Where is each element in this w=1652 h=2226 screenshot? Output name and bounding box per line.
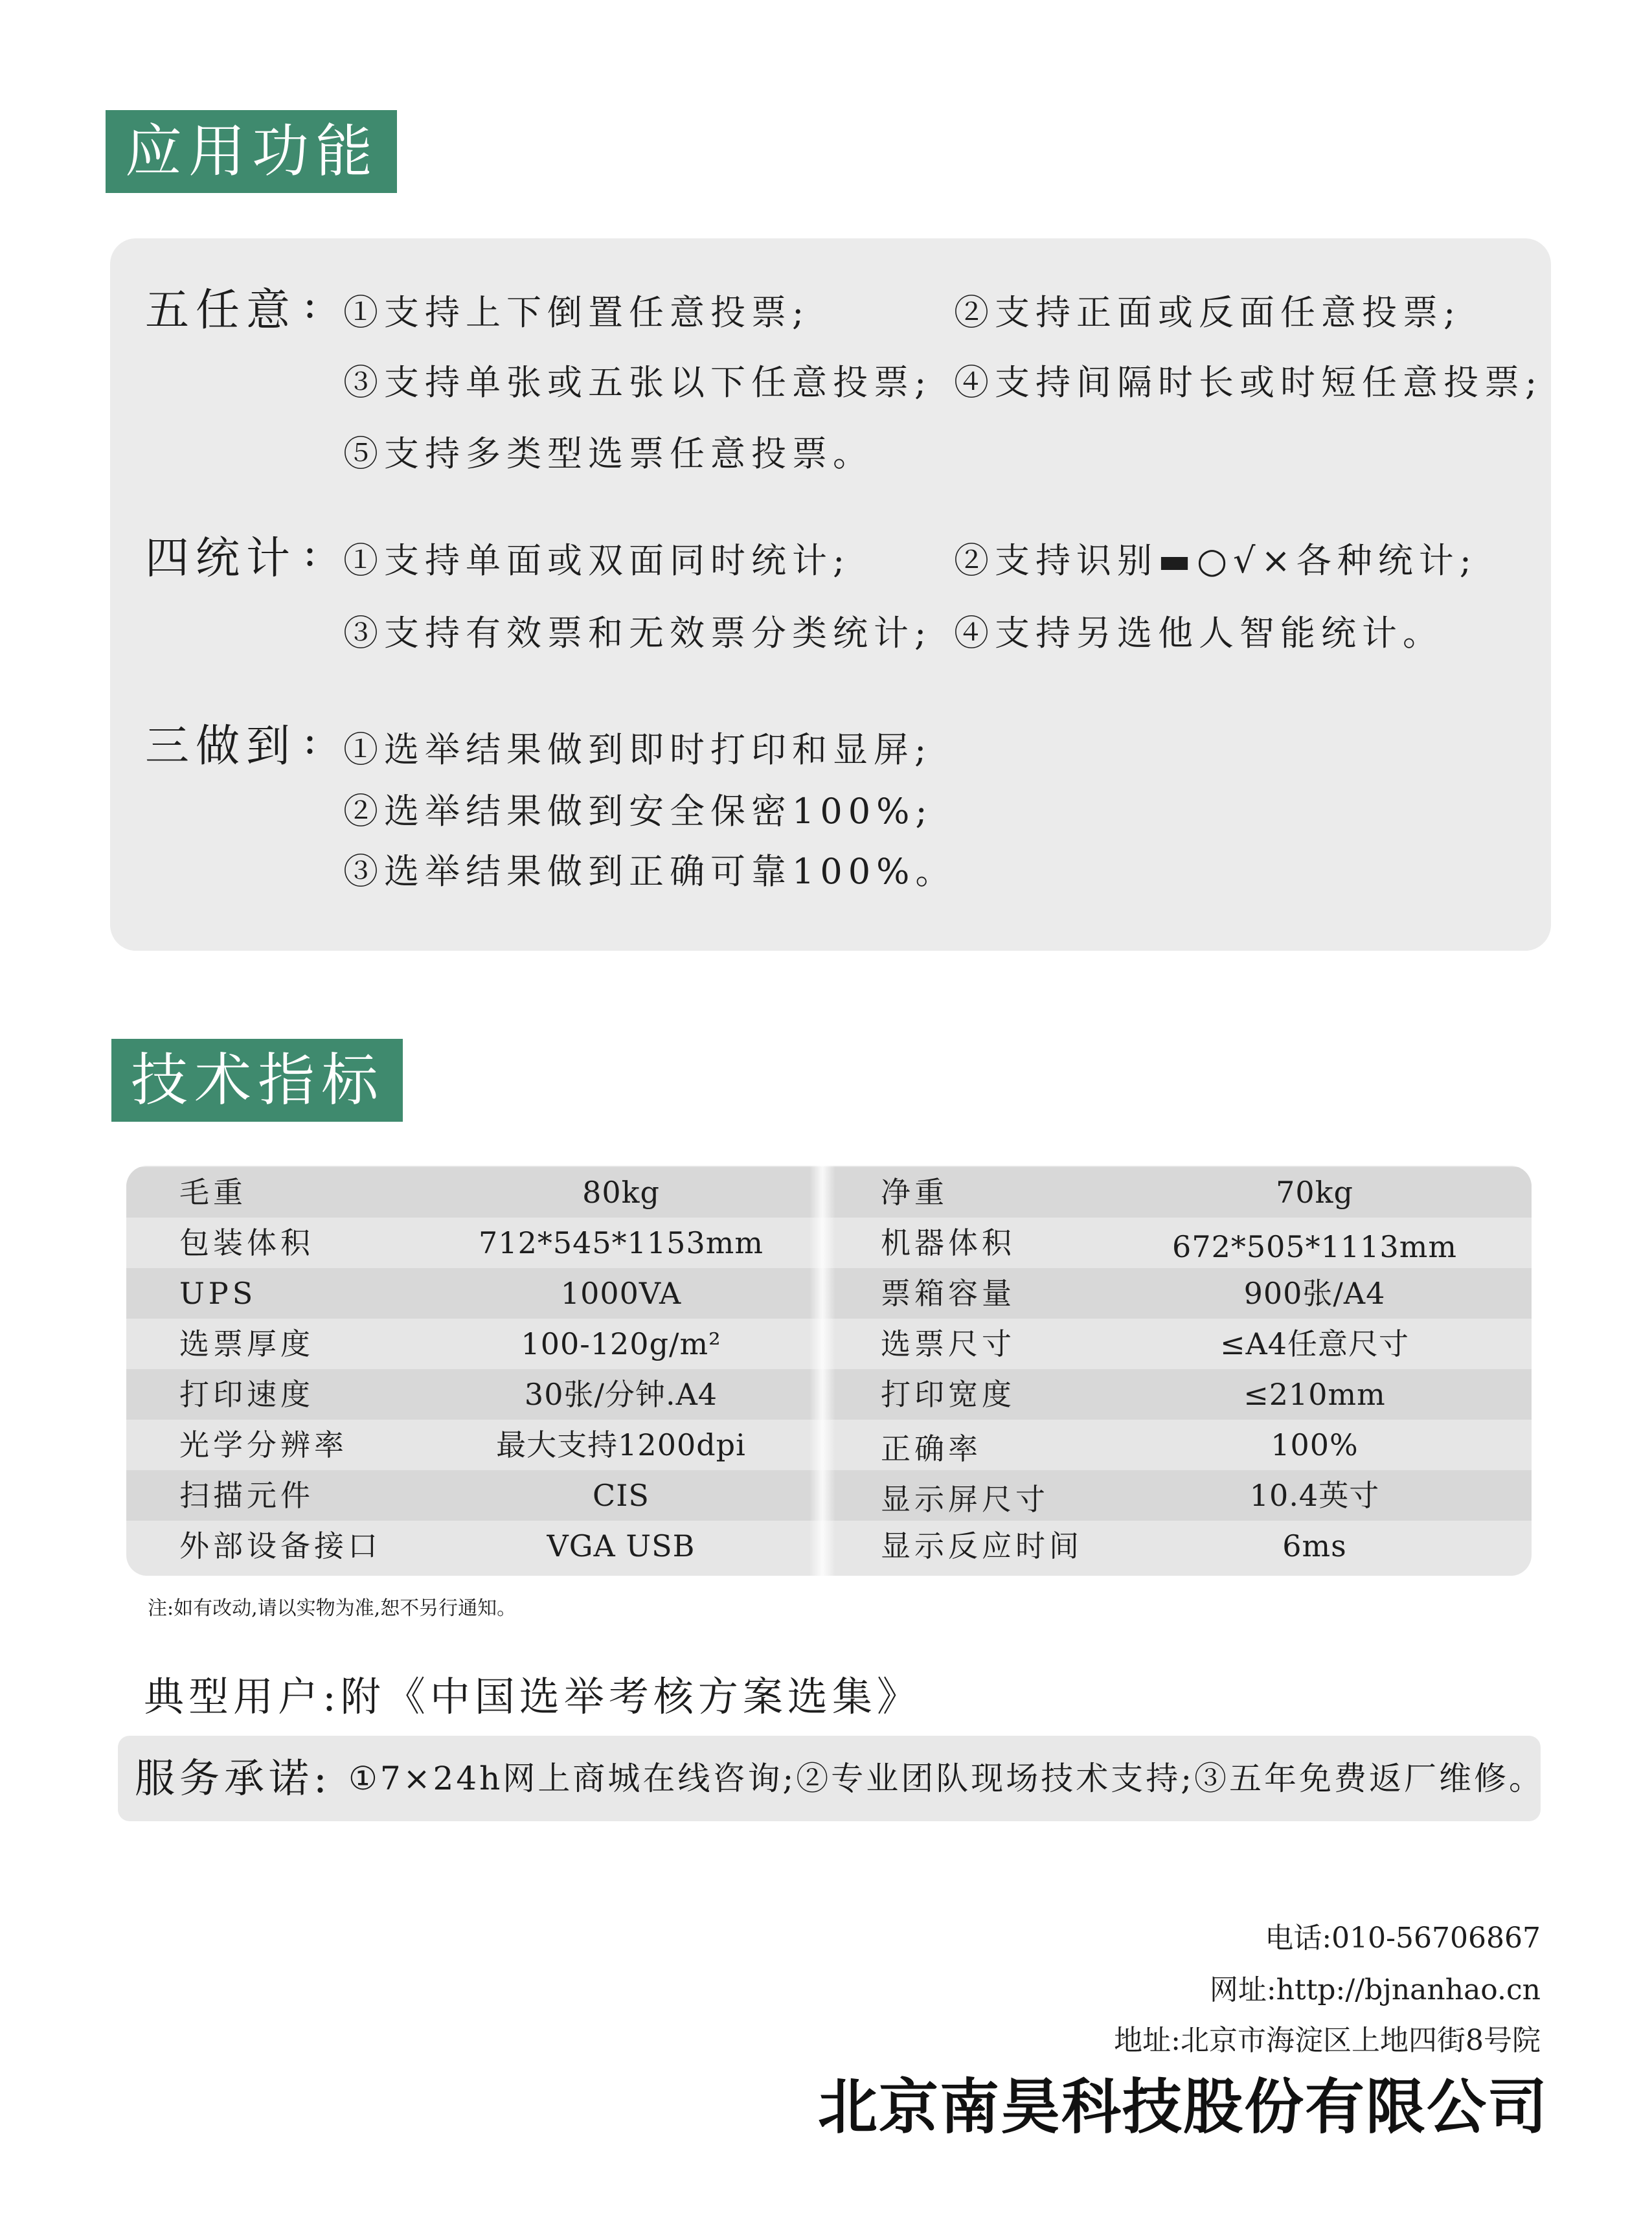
specs-section-title: 技术指标 xyxy=(111,1039,403,1122)
spec-value: 712*545*1153mm xyxy=(479,1225,764,1260)
spec-key: 毛重 xyxy=(179,1175,247,1210)
three-item-3: ③选举结果做到正确可靠100%。 xyxy=(343,851,956,892)
service-label: 服务承诺: xyxy=(135,1755,332,1802)
contact-address: 地址:北京市海淀区上地四街8号院 xyxy=(1114,2024,1541,2057)
group-colon-three: : xyxy=(303,716,317,763)
spec-key: 扫描元件 xyxy=(179,1478,314,1513)
spec-value: 6ms xyxy=(1282,1528,1347,1563)
four-item-4: ④支持另选他人智能统计。 xyxy=(954,613,1443,653)
spec-key: 打印宽度 xyxy=(881,1377,1015,1412)
spec-value: 672*505*1113mm xyxy=(1172,1229,1457,1264)
spec-key: 光学分辨率 xyxy=(179,1427,348,1462)
spec-key: UPS xyxy=(179,1276,257,1311)
spec-key: 显示反应时间 xyxy=(881,1528,1083,1563)
spec-value: 100-120g/m² xyxy=(521,1326,721,1361)
five-item-4: ④支持间隔时长或时短任意投票; xyxy=(954,362,1543,403)
specs-table xyxy=(126,1166,1532,1576)
spec-key: 外部设备接口 xyxy=(179,1528,381,1563)
spec-note: 注:如有改动,请以实物为准,恕不另行通知。 xyxy=(148,1597,517,1620)
spec-value: ≤A4任意尺寸 xyxy=(1219,1326,1410,1361)
five-item-5: ⑤支持多类型选票任意投票。 xyxy=(343,433,874,474)
spec-key: 正确率 xyxy=(881,1431,982,1466)
contact-website: 网址:http://bjnanhao.cn xyxy=(1209,1973,1541,2006)
typical-users: 典型用户:附《中国选举考核方案选集》 xyxy=(144,1673,922,1720)
group-label-four: 四统计 xyxy=(145,533,297,584)
spec-key: 选票尺寸 xyxy=(881,1326,1015,1361)
spec-value: VGA USB xyxy=(547,1528,696,1563)
group-label-three: 三做到 xyxy=(145,721,297,772)
spec-key: 净重 xyxy=(881,1175,948,1210)
spec-key: 票箱容量 xyxy=(881,1276,1015,1311)
spec-key: 机器体积 xyxy=(881,1225,1015,1260)
spec-key: 选票厚度 xyxy=(179,1326,314,1361)
four-item-3: ③支持有效票和无效票分类统计; xyxy=(343,613,933,653)
four-item-1: ①支持单面或双面同时统计; xyxy=(343,540,851,581)
group-colon-five: : xyxy=(303,280,317,327)
features-section-title: 应用功能 xyxy=(106,110,397,193)
spec-value: 30张/分钟.A4 xyxy=(524,1377,718,1412)
spec-value: 100% xyxy=(1271,1427,1359,1462)
group-label-five: 五任意 xyxy=(145,285,297,336)
service-panel xyxy=(118,1736,1545,1821)
three-item-2: ②选举结果做到安全保密100%; xyxy=(343,791,933,832)
five-item-2: ②支持正面或反面任意投票; xyxy=(954,292,1462,333)
four-item-2: ②支持识别▬○√×各种统计; xyxy=(954,540,1477,581)
spec-value: ≤210mm xyxy=(1243,1377,1386,1412)
spec-value: 10.4英寸 xyxy=(1249,1478,1380,1513)
spec-value: CIS xyxy=(593,1478,650,1513)
spec-value: 900张/A4 xyxy=(1243,1276,1386,1311)
column-divider xyxy=(809,1166,835,1576)
spec-value: 80kg xyxy=(582,1175,660,1210)
spec-key: 显示屏尺寸 xyxy=(881,1482,1049,1517)
spec-value: 70kg xyxy=(1276,1175,1353,1210)
five-item-3: ③支持单张或五张以下任意投票; xyxy=(343,362,933,403)
three-item-1: ①选举结果做到即时打印和显屏; xyxy=(343,729,933,770)
spec-key: 打印速度 xyxy=(179,1377,314,1412)
contact-phone: 电话:010-56706867 xyxy=(1265,1922,1541,1955)
service-text: ①7×24h网上商城在线咨询;②专业团队现场技术支持;③五年免费返厂维修。 xyxy=(348,1760,1545,1797)
group-colon-four: : xyxy=(303,528,317,575)
spec-value: 最大支持1200dpi xyxy=(496,1427,746,1462)
spec-value: 1000VA xyxy=(560,1276,682,1311)
company-name: 北京南昊科技股份有限公司 xyxy=(817,2073,1548,2142)
spec-key: 包装体积 xyxy=(179,1225,314,1260)
five-item-1: ①支持上下倒置任意投票; xyxy=(343,292,810,333)
